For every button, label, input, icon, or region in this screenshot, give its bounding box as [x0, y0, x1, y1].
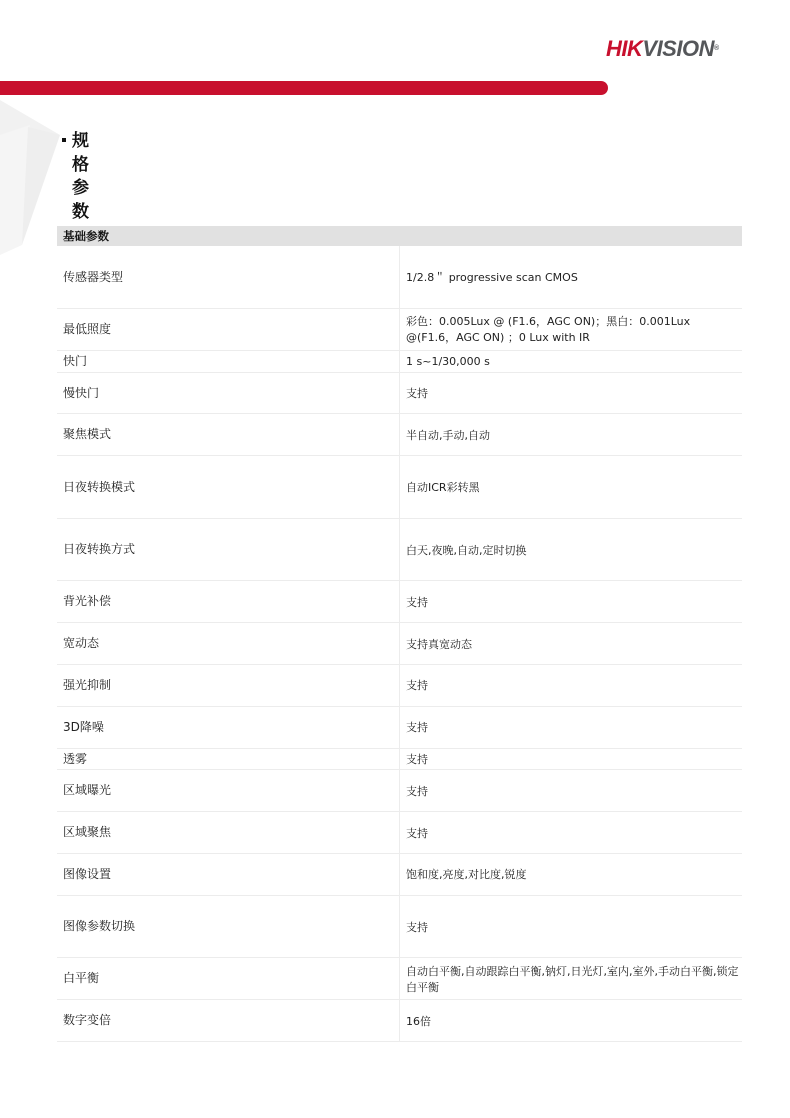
spec-table	[57, 226, 742, 1042]
table-row	[57, 665, 742, 707]
table-row	[57, 414, 742, 456]
spec-key: 日夜转换方式	[57, 518, 400, 581]
spec-value: 自动ICR彩转黑	[400, 456, 743, 519]
spec-key: 强光抑制	[57, 665, 400, 707]
table-row	[57, 372, 742, 414]
spec-value: 1 s~1/30,000 s	[400, 350, 743, 372]
spec-value: 支持	[400, 372, 743, 414]
spec-value: 白天,夜晚,自动,定时切换	[400, 518, 743, 581]
table-row	[57, 812, 742, 854]
spec-value: 支持	[400, 895, 743, 958]
spec-key: 日夜转换模式	[57, 456, 400, 519]
spec-value: 饱和度,亮度,对比度,锐度	[400, 854, 743, 896]
spec-value: 1/2.8＂ progressive scan CMOS	[400, 246, 743, 309]
table-row	[57, 1000, 742, 1042]
spec-key: 聚焦模式	[57, 414, 400, 456]
spec-value: 彩色：0.005Lux @ (F1.6，AGC ON)；黑白：0.001Lux @(F1.6，AGC ON) ；0 Lux with IR	[400, 309, 743, 351]
spec-value: 支持	[400, 581, 743, 623]
spec-value: 支持	[400, 748, 743, 770]
spec-key: 慢快门	[57, 372, 400, 414]
table-row	[57, 518, 742, 581]
spec-key: 快门	[57, 350, 400, 372]
spec-key: 背光补偿	[57, 581, 400, 623]
table-row	[57, 706, 742, 748]
table-header-row	[57, 226, 742, 246]
spec-value: 支持	[400, 770, 743, 812]
table-row	[57, 309, 742, 351]
spec-key: 白平衡	[57, 958, 400, 1000]
spec-value: 16倍	[400, 1000, 743, 1042]
spec-value: 半自动,手动,自动	[400, 414, 743, 456]
spec-value: 支持	[400, 812, 743, 854]
spec-key: 区域曝光	[57, 770, 400, 812]
logo-text-gray: VISION	[642, 36, 714, 61]
spec-value: 支持	[400, 706, 743, 748]
hikvision-logo	[606, 36, 756, 62]
spec-key: 宽动态	[57, 623, 400, 665]
spec-value: 支持真宽动态	[400, 623, 743, 665]
spec-key: 最低照度	[57, 309, 400, 351]
table-row	[57, 623, 742, 665]
table-row	[57, 246, 742, 309]
spec-value: 支持	[400, 665, 743, 707]
table-row	[57, 581, 742, 623]
table-row	[57, 456, 742, 519]
section-bullet-icon	[62, 138, 66, 142]
section-title-text: 规格参数	[72, 131, 89, 222]
table-row	[57, 854, 742, 896]
table-row	[57, 770, 742, 812]
spec-key: 数字变倍	[57, 1000, 400, 1042]
logo-text-red: HIK	[606, 36, 643, 61]
table-row	[57, 958, 742, 1000]
spec-key: 传感器类型	[57, 246, 400, 309]
spec-key: 图像设置	[57, 854, 400, 896]
spec-value: 自动白平衡,自动跟踪白平衡,钠灯,日光灯,室内,室外,手动白平衡,锁定白平衡	[400, 958, 743, 1000]
spec-key: 图像参数切换	[57, 895, 400, 958]
table-row	[57, 895, 742, 958]
table-row	[57, 748, 742, 770]
spec-key: 3D降噪	[57, 706, 400, 748]
table-row	[57, 350, 742, 372]
registered-mark: ®	[713, 45, 719, 52]
spec-key: 透雾	[57, 748, 400, 770]
header-red-bar	[0, 81, 608, 95]
table-header: 基础参数	[57, 226, 742, 246]
spec-key: 区域聚焦	[57, 812, 400, 854]
